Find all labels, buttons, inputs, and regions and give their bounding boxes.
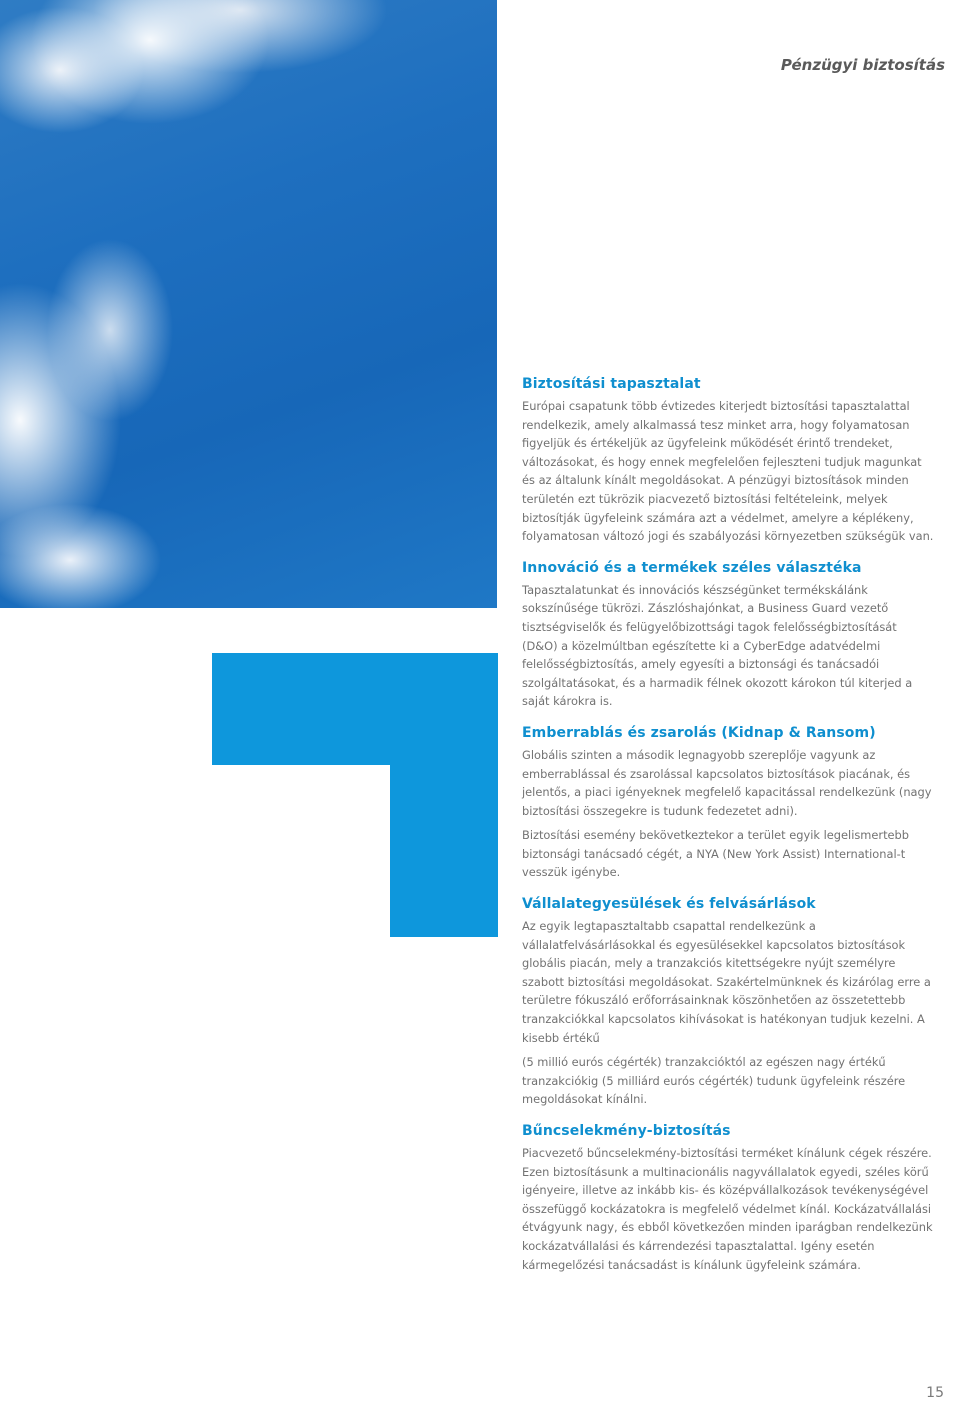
section-kidnap-ransom: [522, 725, 934, 882]
section-heading: Bűncselekmény-biztosítás: [522, 1123, 731, 1139]
sky-clouds-photo: [0, 0, 497, 608]
section-heading: Vállalategyesülések és felvásárlások: [522, 896, 816, 913]
section-innovation: [522, 560, 934, 711]
section-heading: Emberrablás és zsarolás (Kidnap & Ransom): [522, 724, 876, 741]
decorative-bracket-vertical: [390, 653, 498, 937]
page-header-title: Pénzügyi biztosítás: [780, 56, 945, 74]
section-paragraph: Az egyik legtapasztaltabb csapattal rendelkezünk a vállalatfelvásárlásokkal és egyesülésekkel kapcsolatos biztosítások globális piacán, mely a tranzakciós kitettségekre nyújt személyre szabott biztosítási megoldásokat. Szakértelmünknek és kizárólag erre a területre fókuszáló erőforrásainknak köszönhetően az összetettebb tranzakciókkal kapcsolatos kihívásokat is hatékonyan tudjuk kezelni. A kisebb értékű: [522, 919, 931, 1045]
main-content: [522, 376, 934, 1288]
section-crime-insurance: [522, 1123, 934, 1274]
section-heading: Innováció és a termékek széles választéka: [522, 559, 862, 576]
section-mergers-acquisitions: [522, 896, 934, 1109]
section-heading: Biztosítási tapasztalat: [522, 376, 701, 392]
section-paragraph: Biztosítási esemény bekövetkeztekor a terület egyik legelismertebb biztonsági tanácsadó cégét, a NYA (New York Assist) International-t vesszük igénybe.: [522, 828, 910, 880]
section-paragraph: (5 millió eurós cégérték) tranzakcióktól az egészen nagy értékű tranzakciókig (5 milliárd eurós cégérték) tudunk ügyfeleink részére megoldásokat kínálni.: [522, 1055, 906, 1107]
section-paragraph: Tapasztalatunkat és innovációs készségünket termékskálánk sokszínűsége tükrözi. Zászlóshajónkat, a Business Guard vezető tisztségviselők és felügyelőbizottsági tagok felelősségbiztosítását (D&O) a közelmúltban egészítette ki a CyberEdge adatvédelmi felelősségbiztosítás, amely egyesíti a biztonsági és tanácsadói szolgáltatásokat, és a harmadik félnek okozott károkon túl kiterjed a saját károkra is.: [522, 582, 913, 709]
section-insurance-experience: [522, 376, 934, 546]
section-paragraph: Globális szinten a második legnagyobb szereplője vagyunk az emberrablással és zsarolással kapcsolatos biztosítások piacának, és jelentős, a piaci igényeknek megfelelő kapacitással rendelkezünk (nagy biztosítási összegekre is tudunk fedezetet adni).: [522, 747, 932, 818]
section-paragraph: Európai csapatunk több évtizedes kiterjedt biztosítási tapasztalattal rendelkezik, amely alkalmassá tesz minket arra, hogy folyamatosan figyeljük és értékeljük az ügyfeleink működését érintő trendeket, változásokat, és hogy ennek megfelelően fejleszteni tudjuk magunkat és az általunk kínált megoldásokat. A pénzügyi biztosítások minden területén ezt tükrözik piacvezető biztosítási feltételeink, melyek biztosítják ügyfeleink számára azt a védelmet, amelyre a képlékeny, folyamatosan változó jogi és szabályozási környezetben szükségük van.: [522, 399, 934, 544]
section-paragraph: Piacvezető bűncselekmény-biztosítási terméket kínálunk cégek részére. Ezen biztosításunk a multinacionális nagyvállalatok egyedi, széles körű igényeire, illetve az inkább kis- és középvállalkozások tevékenységével összefüggő kockázatokra is megfelelő védelmet kínál. Kockázatvállalási étvágyunk nagy, és ebből következően minden iparágban rendelkezünk kockázatvállalási és kárrendezési tapasztalattal. Igény esetén kármegelőzési tanácsadást is kínálunk ügyfeleink számára.: [522, 1146, 933, 1272]
page-number: 15: [926, 1385, 944, 1401]
